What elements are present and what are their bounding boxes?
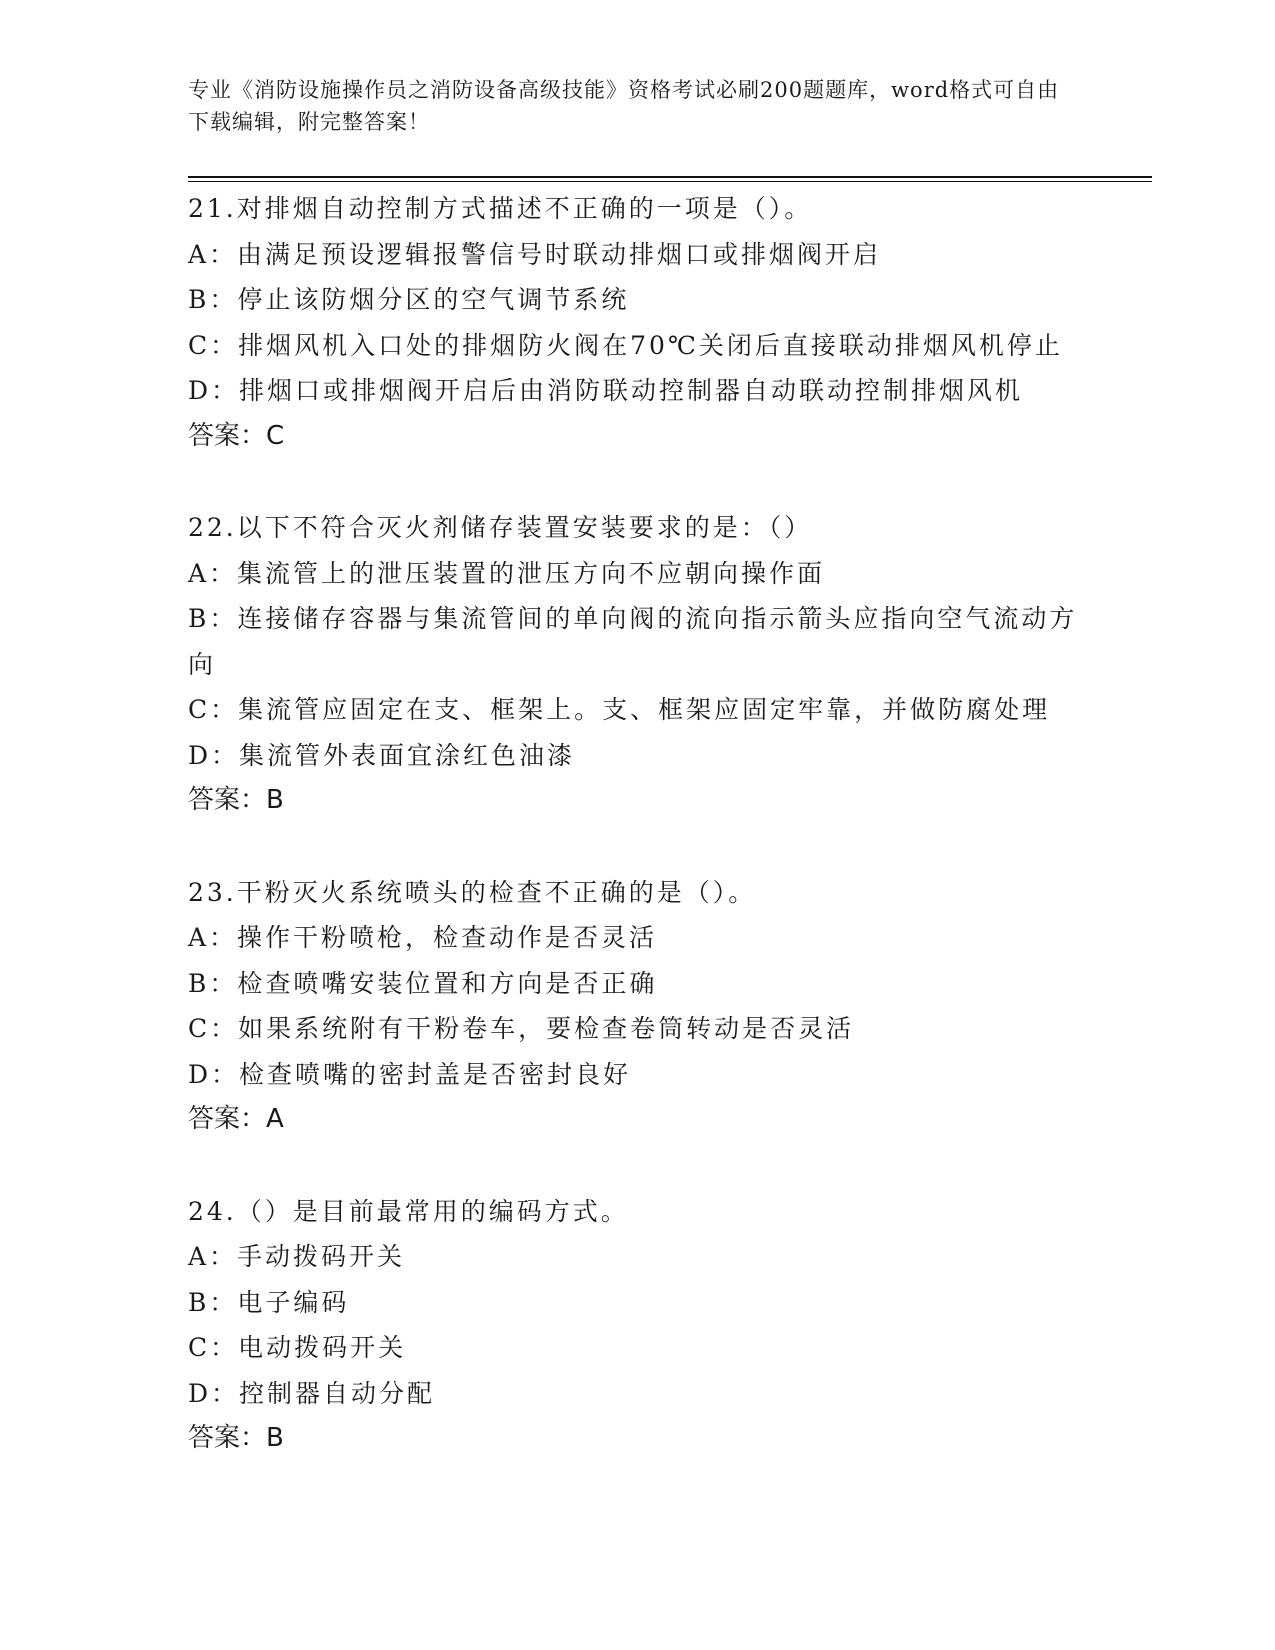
option-a: A：操作干粉喷枪，检查动作是否灵活	[188, 923, 658, 952]
option-a: A：集流管上的泄压装置的泄压方向不应朝向操作面	[188, 558, 826, 588]
question-21	[188, 186, 1088, 459]
option-d: D：集流管外表面宜涂红色油漆	[188, 740, 576, 770]
header-divider-thick	[188, 176, 1152, 178]
answer-line: 答案：A	[188, 1104, 284, 1134]
question-stem: 24.（）是目前最常用的编码方式。	[188, 1196, 629, 1226]
option-a: A：由满足预设逻辑报警信号时联动排烟口或排烟阀开启	[188, 239, 882, 269]
option-c: C：电动拨码开关	[188, 1333, 407, 1362]
option-d: D：排烟口或排烟阀开启后由消防联动控制器自动联动控制排烟风机	[188, 376, 1024, 405]
option-b: B：检查喷嘴安装位置和方向是否正确	[188, 968, 658, 998]
question-stem: 23.干粉灭火系统喷头的检查不正确的是（）。	[188, 877, 757, 907]
question-22	[188, 505, 1088, 824]
option-b: B：连接储存容器与集流管间的单向阀的流向指示箭头应指向空气流动方向	[188, 604, 1078, 679]
option-b: B：停止该防烟分区的空气调节系统	[188, 285, 630, 314]
document-header: 专业《消防设施操作员之消防设备高级技能》资格考试必刷200题题库，word格式可自由下载编辑，附完整答案！	[188, 78, 1060, 134]
question-23	[188, 870, 1088, 1143]
question-list	[188, 186, 1088, 1508]
answer-line: 答案：B	[188, 1423, 284, 1453]
option-d: D：检查喷嘴的密封盖是否密封良好	[188, 1059, 632, 1089]
option-d: D：控制器自动分配	[188, 1378, 436, 1408]
question-stem: 22.以下不符合灭火剂储存装置安装要求的是：（）	[188, 513, 813, 542]
option-b: B：电子编码	[188, 1287, 350, 1317]
option-c: C：如果系统附有干粉卷车，要检查卷筒转动是否灵活	[188, 1014, 855, 1043]
answer-line: 答案：C	[188, 420, 285, 451]
option-a: A：手动拨码开关	[188, 1242, 406, 1271]
answer-line: 答案：B	[188, 785, 284, 815]
question-24	[188, 1189, 1088, 1462]
option-c: C：集流管应固定在支、框架上。支、框架应固定牢靠，并做防腐处理	[188, 695, 1051, 724]
question-stem: 21.对排烟自动控制方式描述不正确的一项是（）。	[188, 194, 813, 223]
option-c: C：排烟风机入口处的排烟防火阀在70℃关闭后直接联动排烟风机停止	[188, 330, 1063, 360]
header-divider-thin	[188, 181, 1152, 182]
